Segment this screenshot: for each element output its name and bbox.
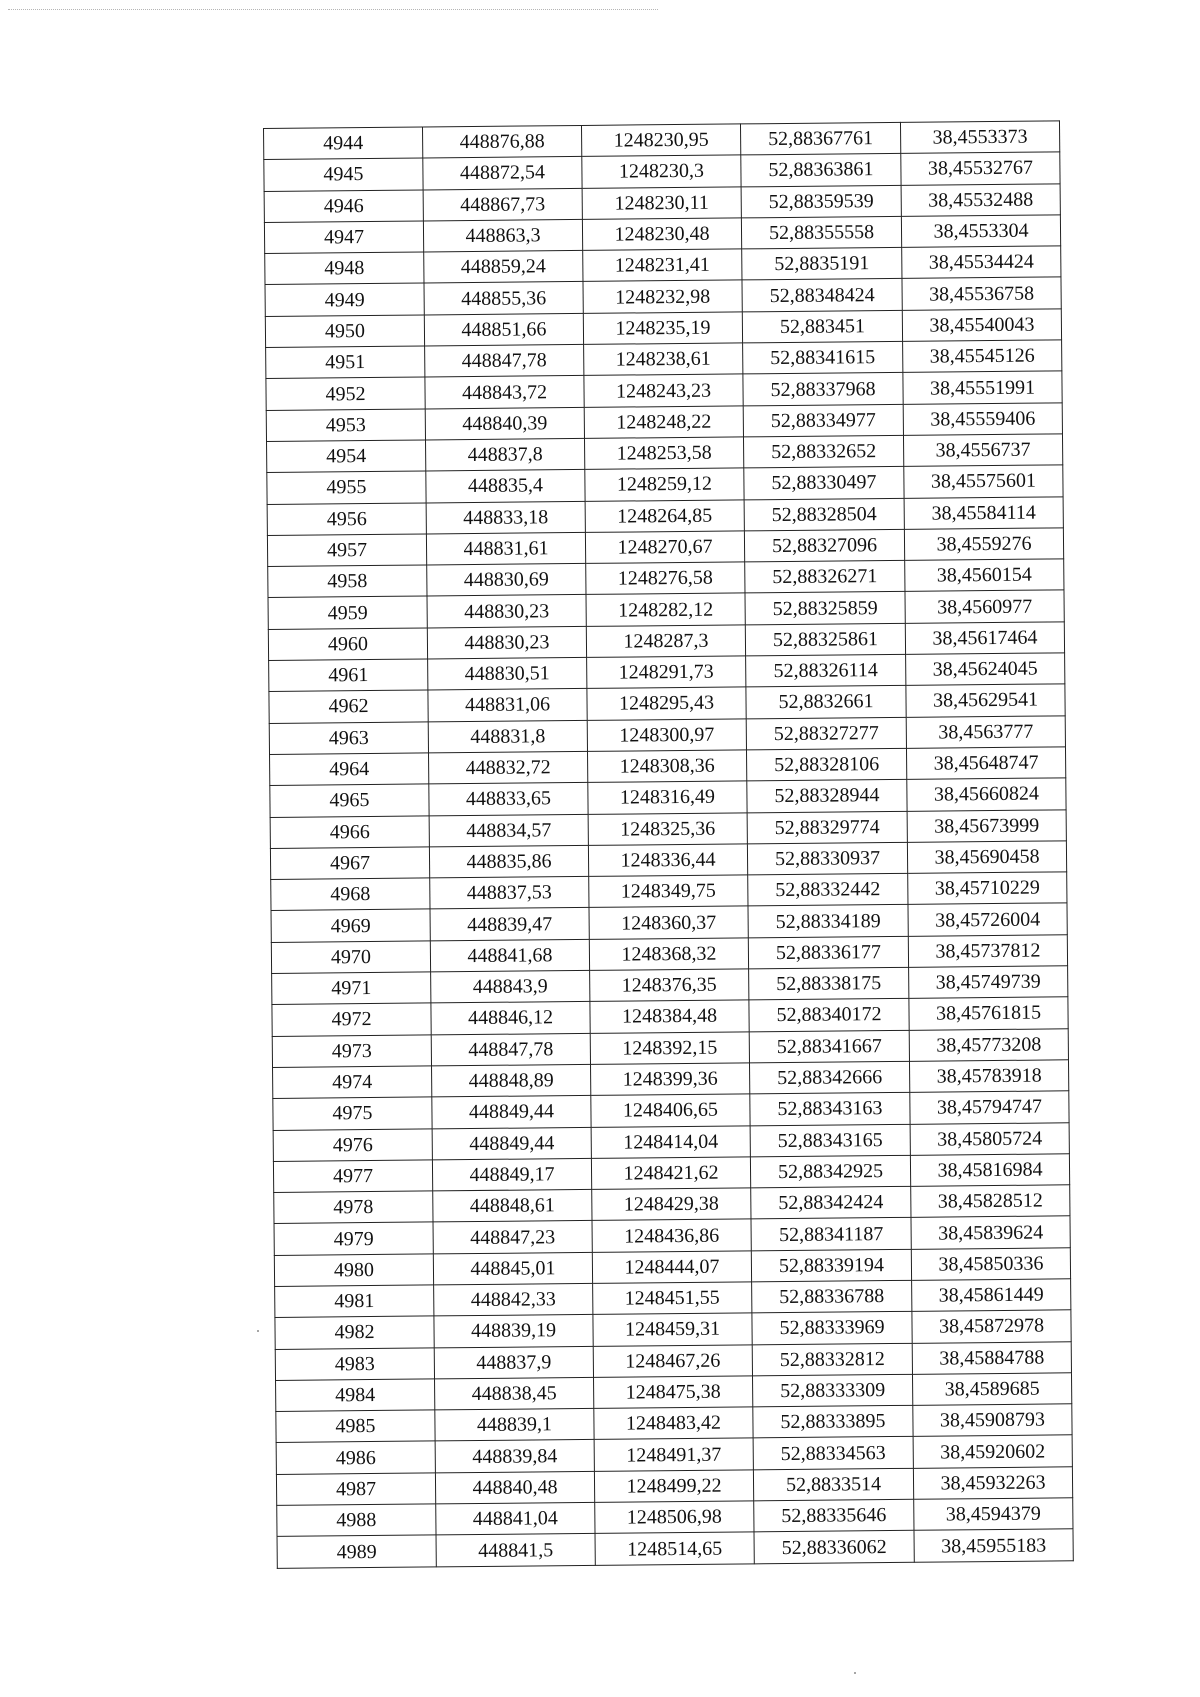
point-number-cell: 4965	[270, 784, 429, 817]
longitude-cell: 38,45629541	[906, 684, 1065, 717]
latitude-cell: 52,883451	[742, 310, 902, 343]
longitude-cell: 38,4553304	[901, 215, 1060, 248]
scan-speck	[257, 1330, 259, 1332]
x-coordinate-cell: 448833,65	[429, 783, 588, 816]
point-number-cell: 4983	[275, 1347, 434, 1380]
longitude-cell: 38,45648747	[906, 747, 1065, 780]
longitude-cell: 38,4563777	[906, 715, 1065, 748]
x-coordinate-cell: 448832,72	[429, 751, 588, 784]
latitude-cell: 52,88339194	[751, 1249, 911, 1282]
longitude-cell: 38,45673999	[907, 809, 1066, 842]
latitude-cell: 52,88336062	[754, 1531, 914, 1564]
latitude-cell: 52,88355558	[741, 216, 901, 249]
x-coordinate-cell: 448848,61	[433, 1189, 592, 1222]
longitude-cell: 38,45726004	[908, 903, 1067, 936]
point-number-cell: 4971	[272, 972, 431, 1005]
x-coordinate-cell: 448849,44	[432, 1096, 591, 1129]
longitude-cell: 38,45920602	[913, 1435, 1072, 1468]
longitude-cell: 38,45559406	[903, 403, 1062, 436]
coordinates-table	[263, 120, 1074, 1568]
longitude-cell: 38,45850336	[911, 1247, 1070, 1280]
point-number-cell: 4947	[264, 221, 423, 254]
y-coordinate-cell: 1248506,98	[595, 1501, 754, 1534]
x-coordinate-cell: 448845,01	[433, 1252, 592, 1285]
x-coordinate-cell: 448876,88	[422, 125, 581, 158]
y-coordinate-cell: 1248282,12	[586, 593, 745, 626]
point-number-cell: 4978	[274, 1191, 433, 1224]
longitude-cell: 38,45816984	[910, 1154, 1069, 1187]
latitude-cell: 52,88340172	[749, 999, 909, 1032]
y-coordinate-cell: 1248230,95	[581, 124, 740, 157]
point-number-cell: 4948	[265, 252, 424, 285]
point-number-cell: 4977	[273, 1160, 432, 1193]
y-coordinate-cell: 1248316,49	[588, 781, 747, 814]
y-coordinate-cell: 1248264,85	[585, 499, 744, 532]
table-row	[277, 1529, 1073, 1568]
latitude-cell: 52,88326114	[746, 654, 906, 687]
longitude-cell: 38,45783918	[909, 1060, 1068, 1093]
point-number-cell: 4951	[266, 346, 425, 379]
point-number-cell: 4959	[268, 596, 427, 629]
point-number-cell: 4974	[273, 1066, 432, 1099]
y-coordinate-cell: 1248399,36	[591, 1063, 750, 1096]
latitude-cell: 52,88342666	[749, 1061, 909, 1094]
x-coordinate-cell: 448835,86	[429, 845, 588, 878]
x-coordinate-cell: 448830,69	[427, 564, 586, 597]
x-coordinate-cell: 448847,78	[425, 345, 584, 378]
x-coordinate-cell: 448847,23	[433, 1221, 592, 1254]
longitude-cell: 38,45660824	[907, 778, 1066, 811]
x-coordinate-cell: 448839,84	[435, 1440, 594, 1473]
latitude-cell: 52,88333895	[753, 1405, 913, 1438]
x-coordinate-cell: 448843,9	[431, 970, 590, 1003]
point-number-cell: 4972	[272, 1003, 431, 1036]
x-coordinate-cell: 448841,5	[436, 1534, 595, 1567]
latitude-cell: 52,88334977	[743, 404, 903, 437]
y-coordinate-cell: 1248406,65	[591, 1094, 750, 1127]
x-coordinate-cell: 448835,4	[426, 470, 585, 503]
y-coordinate-cell: 1248459,31	[593, 1313, 752, 1346]
y-coordinate-cell: 1248270,67	[585, 531, 744, 564]
point-number-cell: 4950	[265, 315, 424, 348]
longitude-cell: 38,45575601	[904, 465, 1063, 498]
latitude-cell: 52,88336177	[748, 936, 908, 969]
x-coordinate-cell: 448841,04	[436, 1502, 595, 1535]
y-coordinate-cell: 1248475,38	[594, 1376, 753, 1409]
y-coordinate-cell: 1248491,37	[594, 1438, 753, 1471]
point-number-cell: 4987	[276, 1473, 435, 1506]
latitude-cell: 52,88341615	[743, 341, 903, 374]
latitude-cell: 52,88341187	[751, 1218, 911, 1251]
y-coordinate-cell: 1248414,04	[591, 1125, 750, 1158]
point-number-cell: 4945	[264, 158, 423, 191]
y-coordinate-cell: 1248232,98	[583, 280, 742, 313]
point-number-cell: 4967	[270, 847, 429, 880]
y-coordinate-cell: 1248467,26	[593, 1344, 752, 1377]
longitude-cell: 38,45545126	[903, 340, 1062, 373]
x-coordinate-cell: 448830,23	[427, 595, 586, 628]
latitude-cell: 52,88334563	[753, 1437, 913, 1470]
y-coordinate-cell: 1248230,3	[582, 155, 741, 188]
point-number-cell: 4976	[273, 1128, 432, 1161]
latitude-cell: 52,88328106	[746, 748, 906, 781]
x-coordinate-cell: 448855,36	[424, 282, 583, 315]
y-coordinate-cell: 1248368,32	[589, 938, 748, 971]
y-coordinate-cell: 1248451,55	[593, 1282, 752, 1315]
y-coordinate-cell: 1248483,42	[594, 1407, 753, 1440]
point-number-cell: 4989	[277, 1535, 436, 1568]
longitude-cell: 38,45794747	[910, 1091, 1069, 1124]
x-coordinate-cell: 448843,72	[425, 376, 584, 409]
latitude-cell: 52,88334189	[748, 905, 908, 938]
y-coordinate-cell: 1248436,86	[592, 1219, 751, 1252]
point-number-cell: 4969	[271, 909, 430, 942]
latitude-cell: 52,8835191	[742, 248, 902, 281]
x-coordinate-cell: 448839,47	[430, 908, 589, 941]
latitude-cell: 52,88343163	[750, 1093, 910, 1126]
latitude-cell: 52,88342424	[751, 1186, 911, 1219]
latitude-cell: 52,88330497	[744, 467, 904, 500]
longitude-cell: 38,45932263	[913, 1467, 1072, 1500]
x-coordinate-cell: 448837,53	[430, 877, 589, 910]
latitude-cell: 52,88359539	[741, 185, 901, 218]
latitude-cell: 52,88332812	[752, 1343, 912, 1376]
y-coordinate-cell: 1248295,43	[587, 687, 746, 720]
longitude-cell: 38,45532767	[901, 152, 1060, 185]
point-number-cell: 4962	[269, 690, 428, 723]
longitude-cell: 38,45532488	[901, 183, 1060, 216]
x-coordinate-cell: 448837,8	[426, 438, 585, 471]
y-coordinate-cell: 1248384,48	[590, 1000, 749, 1033]
latitude-cell: 52,88336788	[752, 1280, 912, 1313]
point-number-cell: 4973	[272, 1035, 431, 1068]
latitude-cell: 52,88325861	[745, 623, 905, 656]
longitude-cell: 38,45955183	[914, 1529, 1073, 1562]
point-number-cell: 4970	[271, 941, 430, 974]
point-number-cell: 4982	[275, 1316, 434, 1349]
point-number-cell: 4958	[268, 565, 427, 598]
x-coordinate-cell: 448846,12	[431, 1002, 590, 1035]
latitude-cell: 52,88325859	[745, 592, 905, 625]
latitude-cell: 52,88338175	[749, 967, 909, 1000]
latitude-cell: 52,88330937	[747, 842, 907, 875]
longitude-cell: 38,4559276	[904, 528, 1063, 561]
y-coordinate-cell: 1248392,15	[590, 1031, 749, 1064]
longitude-cell: 38,4556737	[903, 434, 1062, 467]
longitude-cell: 38,45536758	[902, 277, 1061, 310]
x-coordinate-cell: 448833,18	[426, 501, 585, 534]
point-number-cell: 4957	[267, 534, 426, 567]
y-coordinate-cell: 1248231,41	[583, 249, 742, 282]
longitude-cell: 38,45872978	[912, 1310, 1071, 1343]
y-coordinate-cell: 1248248,22	[584, 406, 743, 439]
x-coordinate-cell: 448830,51	[428, 657, 587, 690]
longitude-cell: 38,45761815	[909, 997, 1068, 1030]
longitude-cell: 38,45773208	[909, 1028, 1068, 1061]
x-coordinate-cell: 448849,44	[432, 1127, 591, 1160]
latitude-cell: 52,88327096	[744, 529, 904, 562]
latitude-cell: 52,8833514	[753, 1468, 913, 1501]
longitude-cell: 38,45690458	[907, 841, 1066, 874]
longitude-cell: 38,45884788	[912, 1341, 1071, 1374]
point-number-cell: 4979	[274, 1222, 433, 1255]
longitude-cell: 38,45839624	[911, 1216, 1070, 1249]
y-coordinate-cell: 1248349,75	[589, 875, 748, 908]
latitude-cell: 52,88348424	[742, 279, 902, 312]
latitude-cell: 52,88343165	[750, 1124, 910, 1157]
longitude-cell: 38,45540043	[902, 309, 1061, 342]
point-number-cell: 4954	[267, 440, 426, 473]
x-coordinate-cell: 448842,33	[434, 1283, 593, 1316]
latitude-cell: 52,88326271	[745, 561, 905, 594]
y-coordinate-cell: 1248444,07	[592, 1251, 751, 1284]
point-number-cell: 4963	[269, 722, 428, 755]
point-number-cell: 4966	[270, 815, 429, 848]
latitude-cell: 52,88342925	[750, 1155, 910, 1188]
longitude-cell: 38,45861449	[912, 1279, 1071, 1312]
longitude-cell: 38,45828512	[911, 1185, 1070, 1218]
point-number-cell: 4961	[269, 659, 428, 692]
point-number-cell: 4960	[268, 628, 427, 661]
latitude-cell: 52,88327277	[746, 717, 906, 750]
scan-speck	[854, 1672, 856, 1674]
longitude-cell: 38,4589685	[912, 1373, 1071, 1406]
y-coordinate-cell: 1248276,58	[586, 562, 745, 595]
point-number-cell: 4986	[276, 1441, 435, 1474]
point-number-cell: 4984	[276, 1379, 435, 1412]
longitude-cell: 38,4553373	[900, 121, 1059, 154]
point-number-cell: 4964	[270, 753, 429, 786]
latitude-cell: 52,88333309	[752, 1374, 912, 1407]
point-number-cell: 4988	[277, 1504, 436, 1537]
x-coordinate-cell: 448838,45	[435, 1377, 594, 1410]
y-coordinate-cell: 1248499,22	[594, 1470, 753, 1503]
y-coordinate-cell: 1248376,35	[590, 969, 749, 1002]
point-number-cell: 4944	[264, 127, 423, 160]
x-coordinate-cell: 448863,3	[423, 219, 582, 252]
y-coordinate-cell: 1248421,62	[591, 1157, 750, 1190]
y-coordinate-cell: 1248230,48	[582, 218, 741, 251]
y-coordinate-cell: 1248325,36	[588, 812, 747, 845]
y-coordinate-cell: 1248253,58	[584, 437, 743, 470]
point-number-cell: 4953	[266, 409, 425, 442]
point-number-cell: 4985	[276, 1410, 435, 1443]
y-coordinate-cell: 1248243,23	[584, 374, 743, 407]
y-coordinate-cell: 1248300,97	[587, 719, 746, 752]
longitude-cell: 38,4594379	[914, 1498, 1073, 1531]
longitude-cell: 38,4560154	[905, 559, 1064, 592]
scan-edge-artifact	[8, 9, 658, 10]
point-number-cell: 4956	[267, 503, 426, 536]
longitude-cell: 38,45908793	[913, 1404, 1072, 1437]
longitude-cell: 38,45710229	[908, 872, 1067, 905]
x-coordinate-cell: 448831,06	[428, 689, 587, 722]
x-coordinate-cell: 448839,19	[434, 1315, 593, 1348]
x-coordinate-cell: 448872,54	[423, 157, 582, 190]
x-coordinate-cell: 448834,57	[429, 814, 588, 847]
longitude-cell: 38,45534424	[902, 246, 1061, 279]
point-number-cell: 4975	[273, 1097, 432, 1130]
x-coordinate-cell: 448840,48	[435, 1471, 594, 1504]
latitude-cell: 52,88332442	[748, 873, 908, 906]
y-coordinate-cell: 1248308,36	[587, 750, 746, 783]
longitude-cell: 38,45551991	[903, 371, 1062, 404]
x-coordinate-cell: 448839,1	[435, 1409, 594, 1442]
coordinates-table-body	[264, 121, 1074, 1568]
longitude-cell: 38,45617464	[905, 622, 1064, 655]
x-coordinate-cell: 448847,78	[431, 1033, 590, 1066]
x-coordinate-cell: 448837,9	[434, 1346, 593, 1379]
point-number-cell: 4980	[274, 1254, 433, 1287]
longitude-cell: 38,45805724	[910, 1122, 1069, 1155]
longitude-cell: 38,45749739	[909, 966, 1068, 999]
latitude-cell: 52,88363861	[741, 154, 901, 187]
point-number-cell: 4955	[267, 471, 426, 504]
x-coordinate-cell: 448859,24	[424, 251, 583, 284]
x-coordinate-cell: 448867,73	[423, 188, 582, 221]
latitude-cell: 52,88329774	[747, 811, 907, 844]
x-coordinate-cell: 448831,61	[426, 532, 585, 565]
latitude-cell: 52,8832661	[746, 686, 906, 719]
latitude-cell: 52,88367761	[740, 122, 900, 155]
longitude-cell: 38,45737812	[908, 935, 1067, 968]
x-coordinate-cell: 448848,89	[432, 1064, 591, 1097]
longitude-cell: 38,4560977	[905, 590, 1064, 623]
longitude-cell: 38,45624045	[906, 653, 1065, 686]
latitude-cell: 52,88335646	[754, 1499, 914, 1532]
y-coordinate-cell: 1248259,12	[585, 468, 744, 501]
point-number-cell: 4946	[264, 190, 423, 223]
x-coordinate-cell: 448840,39	[425, 407, 584, 440]
longitude-cell: 38,45584114	[904, 496, 1063, 529]
point-number-cell: 4981	[275, 1285, 434, 1318]
x-coordinate-cell: 448830,23	[427, 626, 586, 659]
point-number-cell: 4949	[265, 283, 424, 316]
x-coordinate-cell: 448851,66	[424, 313, 583, 346]
point-number-cell: 4968	[271, 878, 430, 911]
y-coordinate-cell: 1248287,3	[586, 625, 745, 658]
latitude-cell: 52,88328504	[744, 498, 904, 531]
y-coordinate-cell: 1248291,73	[587, 656, 746, 689]
y-coordinate-cell: 1248360,37	[589, 906, 748, 939]
y-coordinate-cell: 1248238,61	[584, 343, 743, 376]
latitude-cell: 52,88328944	[747, 780, 907, 813]
latitude-cell: 52,88341667	[749, 1030, 909, 1063]
latitude-cell: 52,88333969	[752, 1312, 912, 1345]
y-coordinate-cell: 1248514,65	[595, 1532, 754, 1565]
point-number-cell: 4952	[266, 377, 425, 410]
y-coordinate-cell: 1248230,11	[582, 187, 741, 220]
latitude-cell: 52,88337968	[743, 373, 903, 406]
x-coordinate-cell: 448849,17	[432, 1158, 591, 1191]
y-coordinate-cell: 1248429,38	[592, 1188, 751, 1221]
x-coordinate-cell: 448841,68	[430, 939, 589, 972]
x-coordinate-cell: 448831,8	[428, 720, 587, 753]
y-coordinate-cell: 1248336,44	[588, 844, 747, 877]
latitude-cell: 52,88332652	[743, 435, 903, 468]
y-coordinate-cell: 1248235,19	[583, 312, 742, 345]
